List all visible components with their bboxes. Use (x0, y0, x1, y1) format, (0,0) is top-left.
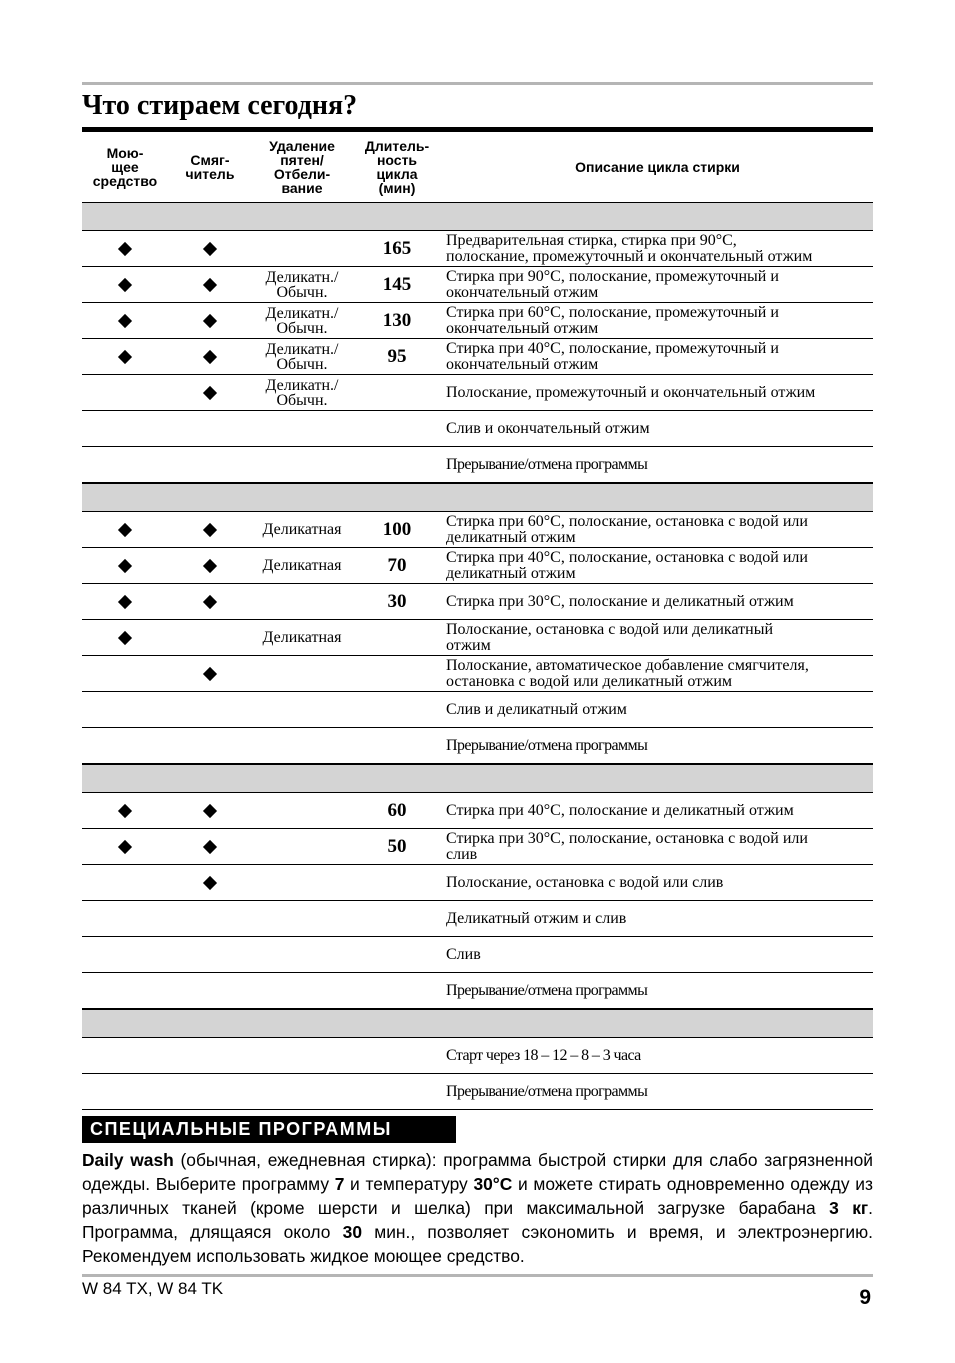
stain-cell: Деликатная (262, 629, 342, 646)
description-text: Полоскание, автоматическое добавление смягчителя, остановка с водой или деликатный отжим (446, 656, 809, 690)
diamond-icon (203, 241, 217, 255)
description-text: Предварительная стирка, стирка при 90°С, полоскание, промежуточный и окончательный отжим (446, 231, 813, 265)
description-cell (446, 865, 873, 900)
table-row (82, 829, 873, 865)
description-text: Деликатный отжим и слив (446, 909, 627, 927)
description-cell (446, 1074, 873, 1109)
diamond-icon (203, 313, 217, 327)
diamond-icon (203, 277, 217, 291)
table-row (82, 447, 873, 483)
description-cell (446, 728, 873, 763)
stain-cell (252, 973, 352, 1008)
diamond-icon (203, 594, 217, 608)
diamond-icon (203, 666, 217, 680)
softener-cell (168, 1038, 252, 1073)
softener-cell (168, 865, 252, 900)
stain-cell (252, 411, 352, 446)
stain-cell (252, 1038, 352, 1073)
table-row (82, 973, 873, 1009)
stain-cell (252, 937, 352, 972)
description-cell (446, 692, 873, 727)
stain-cell: Деликатн./ Обычн. (265, 268, 339, 301)
duration-cell (352, 411, 442, 446)
duration-cell (352, 692, 442, 727)
duration-cell: 70 (387, 554, 407, 576)
softener-cell (168, 303, 252, 338)
description-text: Стирка при 30°С, полоскание и деликатный отжим (446, 592, 794, 610)
duration-cell: 50 (387, 835, 407, 857)
stain-cell (252, 793, 352, 828)
stain-cell: Деликатн./ Обычн. (265, 376, 339, 409)
description-cell (446, 584, 873, 619)
diamond-icon (203, 839, 217, 853)
diamond-icon (118, 313, 132, 327)
stain-cell (252, 901, 352, 936)
description-cell (446, 901, 873, 936)
duration-cell (352, 865, 442, 900)
stain-cell: Деликатн./ Обычн. (265, 304, 339, 337)
footer-model: W 84 TX, W 84 TK (82, 1279, 224, 1298)
table-row (82, 692, 873, 728)
stain-cell: Деликатн./ Обычн. (265, 340, 339, 373)
detergent-cell (82, 692, 168, 727)
detergent-cell (82, 829, 168, 864)
table-row (82, 584, 873, 620)
description-text: Слив и деликатный отжим (446, 700, 627, 718)
softener-cell (168, 512, 252, 547)
softener-cell (168, 793, 252, 828)
detergent-cell (82, 411, 168, 446)
description-text: Прерывание/отмена программы (446, 981, 648, 999)
detergent-cell (82, 548, 168, 583)
description-text: Стирка при 40°С, полоскание, остановка с водой или деликатный отжим (446, 548, 808, 582)
table-row (82, 901, 873, 937)
softener-cell (168, 901, 252, 936)
diamond-icon (118, 630, 132, 644)
diamond-icon (118, 349, 132, 363)
duration-cell (352, 375, 442, 410)
duration-cell: 95 (387, 345, 407, 367)
diamond-icon (118, 522, 132, 536)
stain-cell (252, 584, 352, 619)
stain-cell: Деликатная (262, 557, 342, 574)
description-cell (446, 267, 873, 302)
description-text: Стирка при 90°С, полоскание, промежуточный и окончательный отжим (446, 267, 779, 301)
description-cell (446, 620, 873, 655)
stain-cell (252, 865, 352, 900)
diamond-icon (203, 558, 217, 572)
table-row (82, 937, 873, 973)
description-text: Стирка при 60°С, полоскание, остановка с водой или деликатный отжим (446, 512, 808, 546)
description-cell (446, 231, 873, 266)
description-cell (446, 375, 873, 410)
section-divider-row (82, 764, 873, 793)
description-text: Полоскание, остановка с водой или деликатный отжим (446, 620, 773, 654)
detergent-cell (82, 303, 168, 338)
stain-cell (252, 1074, 352, 1109)
softener-cell (168, 231, 252, 266)
table-row (82, 267, 873, 303)
description-cell (446, 303, 873, 338)
stain-cell (252, 231, 352, 266)
stain-cell (252, 829, 352, 864)
diamond-icon (118, 594, 132, 608)
detergent-cell (82, 512, 168, 547)
softener-cell (168, 548, 252, 583)
detergent-cell (82, 447, 168, 482)
header-detergent: Мою- щее средство (92, 144, 158, 189)
duration-cell (352, 973, 442, 1008)
description-text: Стирка при 60°С, полоскание, промежуточный и окончательный отжим (446, 303, 779, 337)
diamond-icon (118, 241, 132, 255)
description-text: Прерывание/отмена программы (446, 1082, 648, 1100)
duration-cell: 60 (387, 799, 407, 821)
duration-cell (352, 901, 442, 936)
table-row (82, 303, 873, 339)
duration-cell: 130 (382, 309, 412, 331)
duration-cell (352, 620, 442, 655)
section-divider-row (82, 1009, 873, 1038)
softener-cell (168, 339, 252, 374)
diamond-icon (118, 277, 132, 291)
diamond-icon (203, 522, 217, 536)
description-cell (446, 339, 873, 374)
description-cell (446, 411, 873, 446)
daily-wash-paragraph: Daily wash (обычная, ежедневная стирка): программа быстрой стирки для слабо загрязненной одежды. Выберите программу 7 и температуру 30°С и можете стирать одновременно одежду из различных тканей (кроме шерсти и шелка) при максимальной загрузке барабана 3 кг. Программа, длящаяся около 30 мин., позволяет сэкономить и время, и электроэнергию. Рекомендуем использовать жидкое моющее средство. (82, 1150, 873, 1266)
description-cell (446, 829, 873, 864)
duration-cell (352, 656, 442, 691)
duration-cell: 165 (382, 237, 412, 259)
diamond-icon (203, 803, 217, 817)
duration-cell (352, 447, 442, 482)
description-text: Слив (446, 945, 481, 963)
table-row (82, 411, 873, 447)
description-cell (446, 1038, 873, 1073)
description-text: Стирка при 40°С, полоскание, промежуточный и окончательный отжим (446, 339, 779, 373)
daily-wash-name: Daily wash (82, 1150, 174, 1170)
softener-cell (168, 829, 252, 864)
duration-cell (352, 1074, 442, 1109)
section-divider-row (82, 483, 873, 512)
softener-cell (168, 584, 252, 619)
header-description: Описание цикла стирки (575, 158, 740, 175)
description-cell (446, 937, 873, 972)
diamond-icon (118, 803, 132, 817)
description-text: Полоскание, остановка с водой или слив (446, 873, 724, 891)
table-row (82, 793, 873, 829)
detergent-cell (82, 973, 168, 1008)
table-row (82, 375, 873, 411)
softener-cell (168, 656, 252, 691)
diamond-icon (118, 558, 132, 572)
detergent-cell (82, 901, 168, 936)
detergent-cell (82, 584, 168, 619)
duration-cell (352, 728, 442, 763)
page-title: Что стираем сегодня? (82, 90, 358, 121)
softener-cell (168, 1074, 252, 1109)
bottom-rule (82, 1274, 873, 1277)
description-cell (446, 447, 873, 482)
table-row (82, 1038, 873, 1074)
duration-cell: 30 (387, 590, 407, 612)
top-rule (82, 82, 873, 85)
softener-cell (168, 692, 252, 727)
stain-cell (252, 728, 352, 763)
description-cell (446, 512, 873, 547)
diamond-icon (203, 385, 217, 399)
description-text: Стирка при 40°С, полоскание и деликатный отжим (446, 801, 794, 819)
table-row (82, 548, 873, 584)
stain-cell: Деликатная (262, 521, 342, 538)
table-row (82, 656, 873, 692)
description-text: Прерывание/отмена программы (446, 736, 648, 754)
description-cell (446, 548, 873, 583)
softener-cell (168, 447, 252, 482)
detergent-cell (82, 865, 168, 900)
softener-cell (168, 620, 252, 655)
detergent-cell (82, 1038, 168, 1073)
detergent-cell (82, 793, 168, 828)
detergent-cell (82, 728, 168, 763)
header-stain-removal: Удаление пятен/ Отбели- вание (269, 137, 335, 196)
table-row (82, 1074, 873, 1110)
softener-cell (168, 728, 252, 763)
description-text: Прерывание/отмена программы (446, 455, 648, 473)
description-text: Старт через 18 – 12 – 8 – 3 часа (446, 1046, 641, 1064)
softener-cell (168, 375, 252, 410)
detergent-cell (82, 620, 168, 655)
duration-cell: 100 (382, 518, 412, 540)
section-divider-row (82, 202, 873, 231)
table-row (82, 231, 873, 267)
stain-cell (252, 656, 352, 691)
stain-cell (252, 447, 352, 482)
diamond-icon (203, 349, 217, 363)
detergent-cell (82, 656, 168, 691)
table-row (82, 620, 873, 656)
header-duration: Длитель- ность цикла (мин) (364, 137, 430, 196)
duration-cell: 145 (382, 273, 412, 295)
softener-cell (168, 411, 252, 446)
table-row (82, 865, 873, 901)
description-cell (446, 793, 873, 828)
detergent-cell (82, 937, 168, 972)
description-text: Полоскание, промежуточный и окончательный отжим (446, 383, 816, 401)
table-row (82, 339, 873, 375)
stain-cell (252, 692, 352, 727)
special-programs-heading: СПЕЦИАЛЬНЫЕ ПРОГРАММЫ (82, 1116, 456, 1143)
detergent-cell (82, 267, 168, 302)
table-row (82, 512, 873, 548)
table-row (82, 728, 873, 764)
description-cell (446, 973, 873, 1008)
diamond-icon (118, 839, 132, 853)
duration-cell (352, 1038, 442, 1073)
detergent-cell (82, 375, 168, 410)
duration-cell (352, 937, 442, 972)
description-text: Стирка при 30°С, полоскание, остановка с водой или слив (446, 829, 808, 863)
header-softener: Смяг- читель (185, 151, 235, 182)
softener-cell (168, 267, 252, 302)
detergent-cell (82, 339, 168, 374)
softener-cell (168, 973, 252, 1008)
diamond-icon (203, 875, 217, 889)
description-text: Слив и окончательный отжим (446, 419, 650, 437)
softener-cell (168, 937, 252, 972)
detergent-cell (82, 1074, 168, 1109)
page-number: 9 (859, 1286, 871, 1309)
description-cell (446, 656, 873, 691)
detergent-cell (82, 231, 168, 266)
